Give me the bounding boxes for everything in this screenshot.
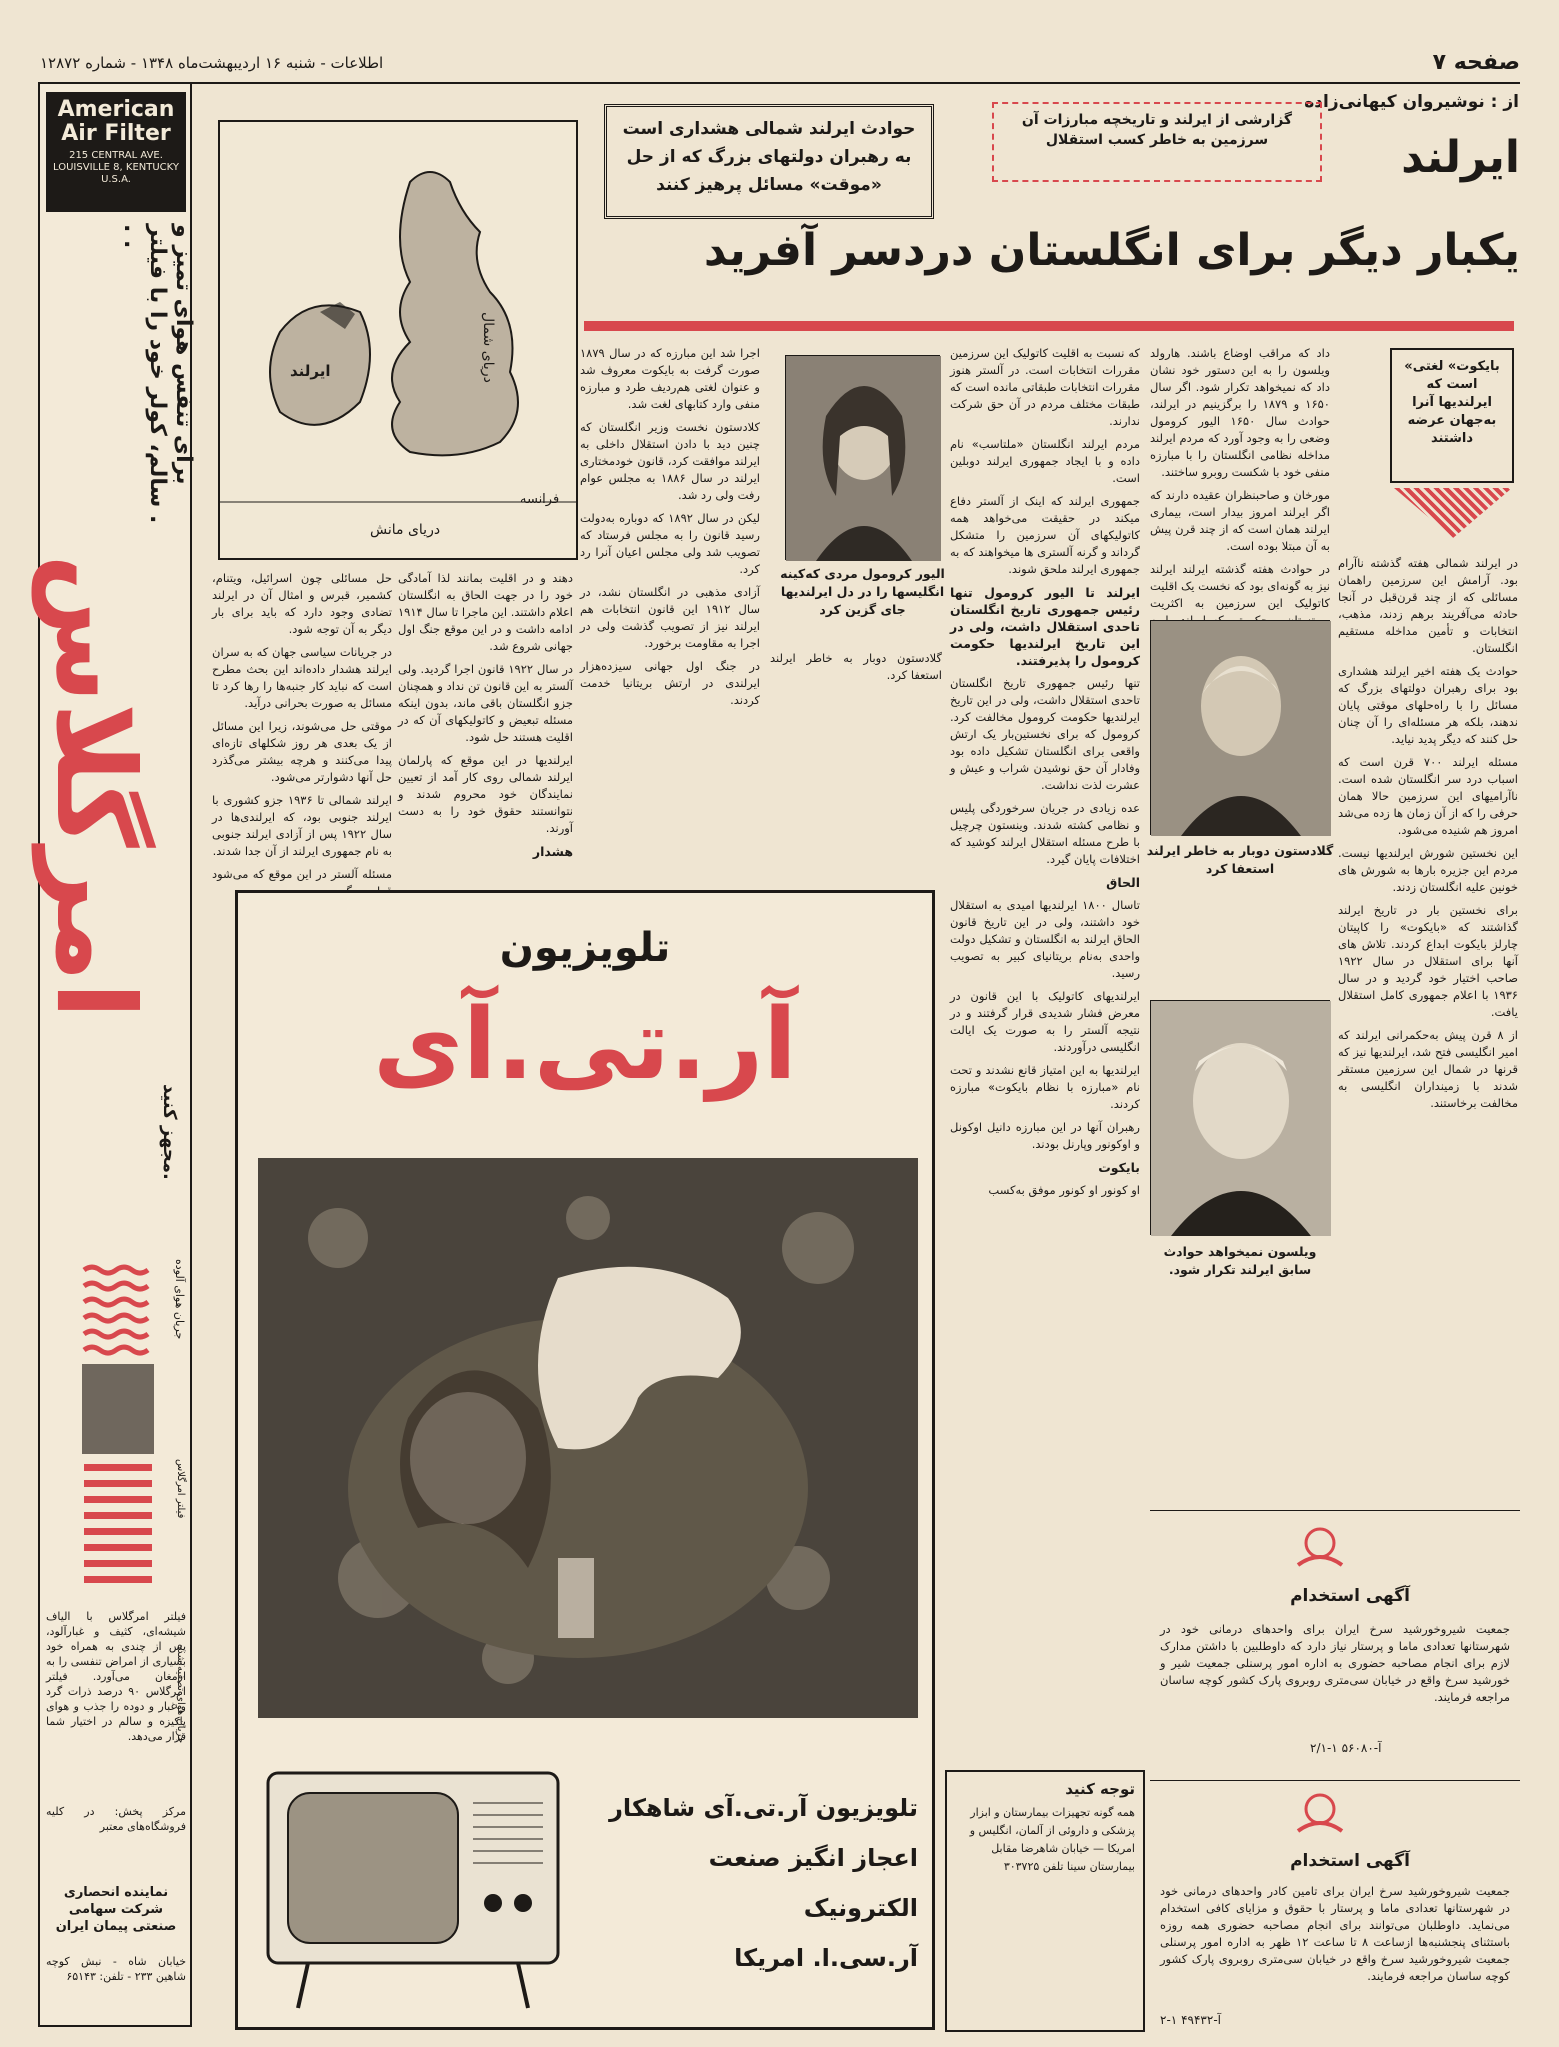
paragraph: رهبران آنها در این مبارزه دانیل اوکونل و اوکونور وپارنل بودند. xyxy=(950,1120,1140,1151)
tv-set-illustration xyxy=(258,1763,568,2013)
cromwell-portrait xyxy=(785,355,940,560)
paragraph: برای نخستین بار در تاریخ ایرلند گذاشتند که «بایکوت» را کاپیتان چارلز بایکوت ابداع کردند. تلاش های آنها برای استقلال در سال ۱۹۲۲ صاحب اختیار خود گردید و در سال ۱۹۳۶ با اعلام جمهوری کامل استقلال یافت. xyxy=(1338,903,1518,1019)
filter-media xyxy=(82,1364,154,1454)
paragraph: کلادستون نخست وزیر انگلستان که چنین دید با دادن استقلال داخلی به ایرلند موافقت کرد، قانون خودمختاری ایرلند در سال ۱۸۸۶ به مجلس عوام رفت ولی رد شد. xyxy=(580,420,760,502)
paragraph: جمهوری ایرلند که اینک از آلستر دفاع میکند در حقیقت می‌خواهد همه کاتولیکهای آن سرزمین را متشکل گرداند و گرنه آلستری ها میخواهند که به جمهوری ایرلند ملحق شوند. xyxy=(950,494,1140,576)
air-filter-ad xyxy=(32,82,196,2027)
paragraph: مردم ایرلند انگلستان «ملتاسب» نام داده و با ایجاد جمهوری ایرلند دوبلین است. xyxy=(950,437,1140,485)
article-column-4b xyxy=(770,650,942,880)
clean-air-caption: جریان هوای تصفیه شده xyxy=(175,1644,186,1744)
ad-body-text: فیلتر امرگلاس با الیاف شیشه‌ای، کثیف و غبارآلود، پس از چندی به همراه خود بسیاری از امراض تنفسی را به ارمغان می‌آورد. فیلتر امرگلاس ۹۰ درصد ذرات گرد و غبار و دوده را جذب و هوای پاکیزه و سالم در اختیار شما قرار می‌دهد. xyxy=(46,1610,186,1743)
tv-leg xyxy=(518,1963,528,2008)
paragraph: عده زیادی در جریان سرخوردگی پلیس و نظامی کشته شدند. وینستون چرچیل با طرح مسئله استقلال ایرلند کوشید که اختلافات پایان گیرد. xyxy=(950,801,1140,866)
map-label-ireland: ایرلند xyxy=(290,362,331,380)
section-heading: بایکوت xyxy=(1098,1160,1140,1175)
employment-title: آگهی استخدام xyxy=(1290,1851,1410,1871)
paragraph: که نسبت به اقلیت کاتولیک این سرزمین مقررات انتخابات است. در آلستر هنوز مقررات انتخابات طبقاتی مانده است که طبقات مختلف مردم در آن حق شرکت ندارند. xyxy=(950,346,1140,428)
paragraph: در حوادث هفته گذشته ایرلند ایرلند نیز به گونه‌ای بود که نخست یک اقلیت کاتولیک این سرزمین به اکثریت xyxy=(1150,562,1330,610)
paragraph: در جنگ اول جهانی سیزده‌هزار ایرلندی در ارتش بریتانیا خدمت کردند. xyxy=(580,659,760,707)
notice-title: توجه کنید xyxy=(1065,1780,1135,1798)
paragraph: این نخستین شورش ایرلندیها نیست. مردم این جزیره بارها به شورش های خونین علیه انگلستان زدند. xyxy=(1338,846,1518,894)
employment-ad-1 xyxy=(1150,1510,1520,1760)
map-label-france: فرانسه xyxy=(520,492,560,507)
ad-distribution: مرکز پخش: در کلیه فروشگاه‌های معتبر xyxy=(46,1805,186,1833)
article-column-1 xyxy=(1338,555,1518,1665)
tv-ad-slogan xyxy=(598,1783,918,1983)
gladstone-portrait xyxy=(1150,620,1330,835)
tv-ad-brand: آر.تی.آی xyxy=(373,988,797,1102)
ireland-map xyxy=(218,120,578,560)
paragraph: در سال ۱۹۲۲ قانون اجرا گردید. ولی آلستر به این قانون تن نداد و همچنان جزو انگلستان باقی ماند، بدون اینکه مسئله تبعیض و کاتولیکهای آن که در اقلیت هستند حل شود. xyxy=(398,662,573,744)
tv-slogan-line3: آر.سی.ا. امریکا xyxy=(734,1944,918,1972)
polluted-air-waves xyxy=(84,1267,148,1353)
tv-slogan-line1: تلویزیون آر.تی.آی شاهکار xyxy=(609,1794,918,1822)
tv-slogan-line2: اعجاز انگیز صنعت الکترونیک xyxy=(708,1844,918,1922)
paragraph: ایرلندیها در این موقع که پارلمان ایرلند شمالی روی کار آمد از تعیین نمایندگان خود محروم شدند و نتوانستند حقوق خود را به دست آورند. xyxy=(398,753,573,835)
paragraph: دهند و در اقلیت بمانند لذا آمادگی خود را در جهت الحاق به انگلستان اعلام داشتند. این ماجرا تا سال ۱۹۱۴ ادامه داشت و در این موقع جنگ اول جهانی شروع شد. xyxy=(398,571,573,653)
wilson-figure xyxy=(1151,1001,1331,1236)
paragraph: داد که مراقب اوضاع باشند. هارولد ویلسون را به این دستور خود نشان داد که نمیخواهد تکرار شود. اگر سال ۱۶۵۰ و ۱۸۷۹ را برگزینیم در ایرلند، حوادث سال ۱۶۵۰ الیور کرومول وضعی را به وجود آورد که مردم ایرلند مداخله نظامی انگلستان را با مبارزه منفی خود با شکست روبرو ساختند. xyxy=(1150,346,1330,479)
wilson-caption: ویلسون نمیخواهد حوادث سابق ایرلند تکرار شود. xyxy=(1163,1244,1317,1277)
aaf-logo-box xyxy=(46,92,186,212)
paragraph: تنها رئیس جمهوری تاریخ انگلستان تاحدی استقلال داشت، ولی در این تاریخ ایرلندیها حکومت کرومول مخالفت کرد. کرومول که برای نخستین‌بار یک ارتش واقعی برای انگلستان تشکیل داده بود وفادار آن حق نوشیدن شراب و عیش و عشرت لذت نداشت. xyxy=(950,676,1140,792)
cromwell-figure xyxy=(786,356,941,561)
employment-ad-2 xyxy=(1150,1780,1520,2030)
page-number: صفحه ۷ xyxy=(1432,50,1520,75)
paragraph: در ایرلند شمالی هفته گذشته ناآرام بود. آرامش این سرزمین راهمان مسائلی که از چند قرن‌قبل در آنجا حادثه می‌آفریند برهم زدند، مذهب، انتخابات و تأمین مداخله مستقیم انگلستان. xyxy=(1338,556,1518,655)
paragraph: حوادث یک هفته اخیر ایرلند هشداری بود برای رهبران دولتهای بزرگ که مسائل را با راه‌حلهای موقتی پایان ندهند، بلکه هر مسئله‌ای را آن چنان حل کنند که دیگر پدید نیاید. xyxy=(1338,664,1518,746)
clean-air-lines xyxy=(84,1464,152,1583)
issue-info: اطلاعات - شنبه ۱۶ اردیبهشت‌ماه ۱۳۴۸ - شماره ۱۲۸۷۲ xyxy=(40,54,384,72)
rti-tv-ad xyxy=(235,890,935,2030)
employment-code: آ-۵۶۰۸۰ ۱-۲/۱ xyxy=(1310,1741,1382,1755)
paragraph: ایرلند شمالی تا ۱۹۳۶ جزو کشوری با ایرلند جنوبی بود، که ایرلندی‌ها در سال ۱۹۲۲ پس از آزادی ایرلند جنوبی به نام جمهوری ایرلند از آن جدا شدند. xyxy=(212,793,392,858)
masthead xyxy=(40,50,1520,84)
headline-sub: یکبار دیگر برای انگلستان دردسر آفرید xyxy=(703,225,1520,276)
paragraph: ایرلند تا الیور کرومول تنها رئیس جمهوری تاریخ انگلستان تاحدی استقلال داشت، ولی در این تاریخ ایرلندیها حکومت کرومول را پذیرفتند. xyxy=(950,585,1140,668)
notice-box xyxy=(945,1770,1145,2032)
byline: از : نوشیروان کیهانی‌زاده xyxy=(1304,92,1519,112)
paragraph: مسئله ایرلند ۷۰۰ قرن است که اسباب درد سر انگلستان شده است. ناآرامیهای این سرزمین حالا همان حرفی را که از آن زمان ها زده می‌شد امروز هم شنیده می‌شود. xyxy=(1338,755,1518,837)
filter-illustration xyxy=(82,1264,154,1594)
glass xyxy=(558,1558,594,1638)
wilson-portrait xyxy=(1150,1000,1330,1235)
warning-box: حوادث ایرلند شمالی هشداری است به رهبران دولتهای بزرگ که از حل «موقت» مسائل پرهیز کنند xyxy=(604,104,934,219)
paragraph: او کونور او کونور موفق به‌کسب xyxy=(988,1183,1140,1197)
tv-knob xyxy=(484,1894,502,1912)
paragraph: مورخان و صاحبنظران عقیده دارند که اگر ایرلند امروز بیدار است، بیماری ایرلند همان است که از چند قرن پیش به آن مبتلا بوده است. xyxy=(1150,488,1330,553)
headline-main: ایرلند xyxy=(1401,132,1520,183)
lion-sun-emblem-icon xyxy=(1290,1521,1350,1571)
article-summary: گزارشی از ایرلند و تاریخچه مبارزات آن سرزمین به خاطر کسب استقلال xyxy=(992,102,1322,182)
paragraph: از ۸ قرن پیش به‌حکمرانی ایرلند که امیر انگلیسی فتح شد، ایرلندیها نیز که قرنها در شمال این سرزمین مستقر شدند با زمینداران انگلیسی به مخالفت برخاستند. xyxy=(1338,1028,1519,1110)
paragraph: اجرا شد این مبارزه که در سال ۱۸۷۹ صورت گرفت به بایکوت معروف شد و عنوان لغتی هم‌ردیف طرد و مبارزه منفی وارد کتابهای لغت شد. xyxy=(580,346,760,411)
article-column-6 xyxy=(212,570,392,880)
lion-sun-emblem-icon xyxy=(1290,1787,1350,1837)
article-column-3 xyxy=(950,345,1140,1525)
great-britain-shape xyxy=(392,172,518,455)
polluted-air-caption: جریان هوای آلوده xyxy=(173,1259,186,1340)
tv-leg xyxy=(298,1963,308,2008)
paragraph: حل مسائلی چون اسرائیل، ویتنام، کشمیر، قبرس و امثال آن در ایرلند تضادی وجود دارد که باید برای بار دیگر به آن توجه شود. xyxy=(212,571,392,636)
tv-screen xyxy=(288,1793,458,1943)
ad-slogan: برای تنفس هوای تمیز و سالم، کولر خود را با فیلتر . . . xyxy=(119,224,196,524)
tv-knob xyxy=(514,1894,532,1912)
article-column-5 xyxy=(398,570,573,880)
aaf-address: 215 CENTRAL AVE. LOUISVILLE 8, KENTUCKY U.S.A. xyxy=(53,150,179,185)
boxed-quote: «بایکوت» لغتی است که ایرلندیها آنرا به‌جهان عرضه داشتند xyxy=(1390,348,1514,483)
ad-address: خیابان شاه - نبش کوچه شاهین ۲۳۳ - تلفن: ۶۵۱۴۳ xyxy=(46,1955,186,1983)
notice-text: همه گونه تجهیزات بیمارستان و ابزار پزشکی و داروئی از آلمان، انگلیس و امریکا — خیابان شاهرضا مقابل بیمارستان سینا تلفن ۳۰۳۷۲۵ xyxy=(969,1806,1135,1873)
gladstone-caption: گلادستون دوبار به خاطر ایرلند استعفا کرد xyxy=(1146,843,1334,876)
aaf-brand: American Air Filter xyxy=(57,97,175,146)
employment-text: جمعیت شیروخورشید سرخ ایران برای تامین کادر واحدهای درمانی خود در شهرستانها تعدادی ماما و پرستار با حقوق و مزایای کافی استخدام می‌نماید. داوطلبان می‌توانند برای انجام مصاحبه حضوری همه روزه باستثنای پنجشنبه‌ها ازساعت ۸ تا ساعت ۱۲ ظهر به اداره امور پرسنلی جمعیت شیروخورشید سرخ واقع در خیابان سی‌متری روبروی پارک کشور کوچه ساسان مراجعه فرمایند. xyxy=(1160,1884,1511,1983)
map-label-north-sea: دریای شمال xyxy=(480,312,496,383)
ornament xyxy=(1394,488,1512,538)
tv-ad-word: تلویزیون xyxy=(499,925,671,971)
section-heading: الحاق xyxy=(1106,875,1140,890)
map-label-channel: دریای مانش xyxy=(370,522,441,538)
paragraph: مسئله آلستر در این موقع که می‌شود xyxy=(212,867,392,881)
section-heading: هشدار xyxy=(532,844,573,859)
paragraph: موقتی حل می‌شوند، زیرا این مسائل از یک بعدی هر روز شکلهای تازه‌ای پیدا می‌کنند و هرچه بیشتر می‌گذرد حل آنها دشوارتر می‌شود. xyxy=(212,719,392,784)
article-column-4 xyxy=(580,345,760,885)
paragraph: لیکن در سال ۱۸۹۲ که دوباره به‌دولت رسید قانون را به مجلس فرستاد که تصویب شد ولی مجلس اعیان آنرا رد کرد. xyxy=(580,511,760,576)
employment-text: جمعیت شیروخورشید سرخ ایران برای واحدهای درمانی خود در شهرستانها تعدادی ماما و پرستار نیاز دارد که داوطلبین با داشتن مدارک لازم برای انجام مصاحبه حضوری به اداره امور پرسنلی جمعیت شیر و خورشید سرخ واقع در خیابان سی‌متری روبروی پارک کشور کوچه ساسان مراجعه فرمایند. xyxy=(1160,1622,1510,1704)
headline-rule xyxy=(584,321,1514,331)
paragraph: آزادی مذهبی در انگلستان نشد، در سال ۱۹۱۲ این قانون انتخابات هم ایرلند نیز از تصویب گذشت ولی در اجرا به مقاومت برخورد. xyxy=(580,585,760,650)
employment-code: آ-۴۹۴۳۲ ۱-۲ xyxy=(1160,2013,1221,2027)
employment-title: آگهی استخدام xyxy=(1290,1586,1410,1606)
filter-caption: فیلتر امرگلاس xyxy=(175,1459,186,1519)
girl-on-rug-image xyxy=(258,1158,918,1718)
paragraph: در جریانات سیاسی جهان که به سران ایرلند هشدار داده‌اند این بحث مطرح است که نباید کار جنبه‌ها را رها کرد تا مسائل به صورت بحرانی درآید. xyxy=(212,645,392,710)
ad-company: نماینده انحصاری شرکت سهامی صنعتی پیمان ایران xyxy=(55,1885,177,1934)
paragraph: ایرلندیها به این امتیاز قانع نشدند و تحت نام «مبارزه با نظام بایکوت» مبارزه کردند. xyxy=(950,1063,1140,1111)
article-column-2 xyxy=(1150,345,1330,615)
paragraph: ایرلندیهای کاتولیک با این قانون در معرض فشار شدیدی قرار گرفتند و در نتیجه آلستر را به صورت یک ایالت انگلیسی درآوردند. xyxy=(950,989,1140,1054)
ad-brand-name: امرگلاس xyxy=(32,554,157,1019)
ad-equip-text: مجهز کنید. xyxy=(159,1084,180,1180)
paragraph: تاسال ۱۸۰۰ ایرلندیها امیدی به استقلال خود داشتند، ولی در این تاریخ قانون الحاق ایرلند به انگلستان و تشکیل دولت واحدی به‌نام بریتانیای کبیر به تصویب رسید. xyxy=(950,898,1140,980)
cromwell-caption: الیور کرومول مردی که‌کینه انگلیسها را در دل ایرلندیها جای گزین کرد xyxy=(780,566,945,617)
tv-screen-image xyxy=(258,1158,918,1718)
gladstone-figure xyxy=(1151,621,1331,836)
paragraph: گلادستون دوبار به خاطر ایرلند استعفا کرد. xyxy=(770,651,942,682)
